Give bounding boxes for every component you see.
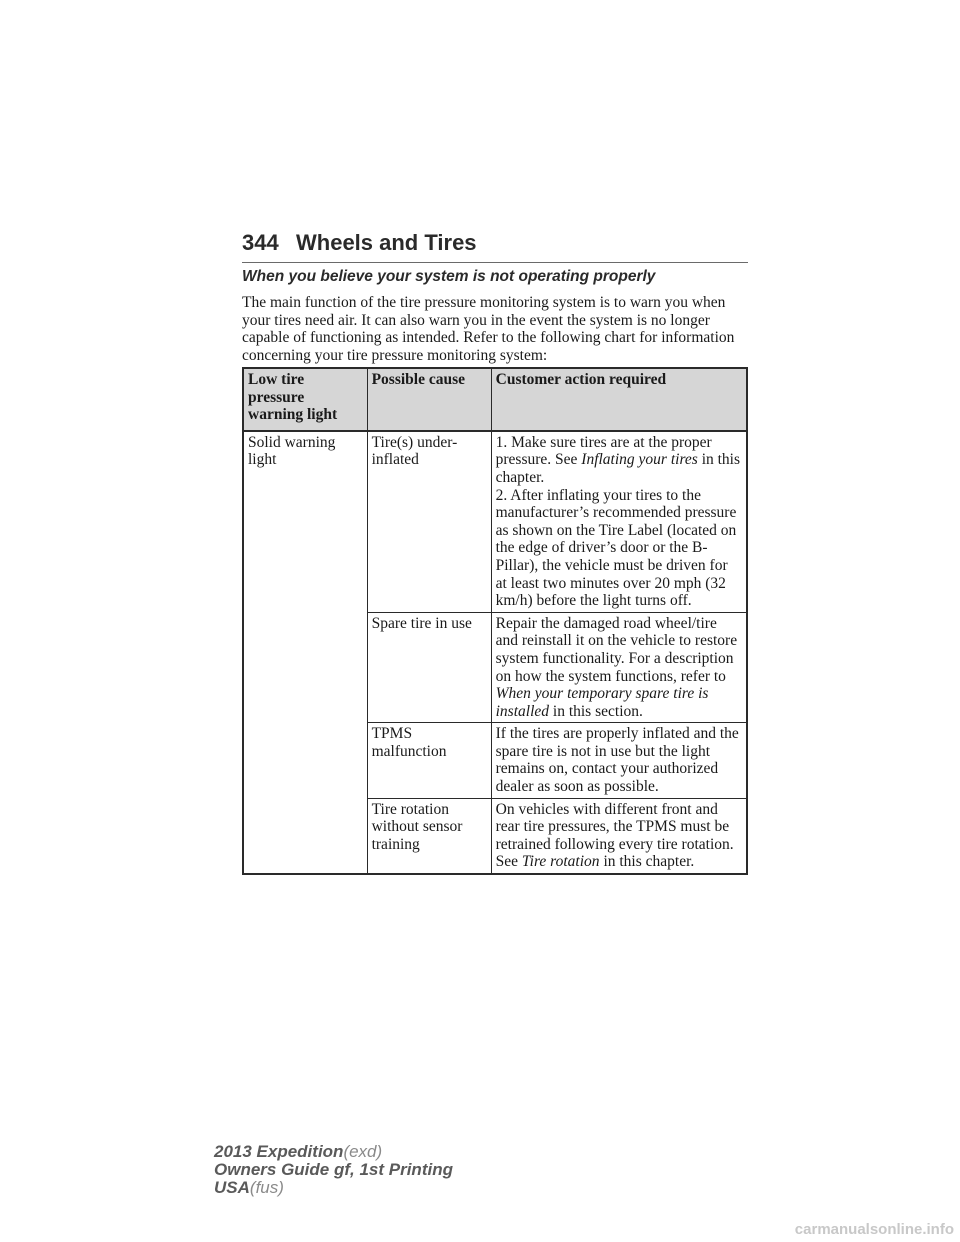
intro-paragraph: The main function of the tire pressure monitoring system is to warn you when your tires need air. It can also warn you in the event the system is no longer capable of functioning as intended. Refer to the following chart for information concerning your tire pressure monitoring system: bbox=[242, 294, 735, 364]
section-heading: When you believe your system is not operating properly bbox=[242, 268, 656, 285]
header-possible-cause: Possible cause bbox=[367, 368, 491, 431]
action-text: in this section. bbox=[549, 702, 643, 720]
page-header bbox=[242, 230, 748, 263]
watermark: carmanualsonline.info bbox=[794, 1221, 954, 1238]
indicator-cell: Solid warning light bbox=[243, 431, 367, 874]
header-warning-light: Low tire pressure warning light bbox=[243, 368, 367, 431]
tpms-chart-table bbox=[242, 367, 748, 875]
action-cell: If the tires are properly inflated and the spare tire is not in use but the light remains on, contact your authorized dealer as soon as possible. bbox=[491, 723, 747, 798]
document-footer bbox=[214, 1143, 453, 1197]
cross-reference: Tire rotation bbox=[521, 853, 600, 871]
action-cell bbox=[491, 612, 747, 723]
footer-line-model bbox=[214, 1143, 453, 1161]
chapter-title: Wheels and Tires bbox=[296, 230, 477, 255]
footer-line-market bbox=[214, 1179, 453, 1197]
cross-reference: Inflating your tires bbox=[581, 451, 698, 469]
action-text: On vehicles with different front and rear tire pressures, the TPMS must be retrained following every tire rotation. See bbox=[495, 800, 734, 871]
page-number: 344 bbox=[242, 230, 279, 255]
table-row bbox=[243, 431, 747, 612]
cause-cell: Tire rotation without sensor training bbox=[367, 798, 491, 874]
footer-market-code: (fus) bbox=[249, 1178, 284, 1197]
action-cell bbox=[491, 431, 747, 612]
cause-cell: TPMS malfunction bbox=[367, 723, 491, 798]
cause-cell: Spare tire in use bbox=[367, 612, 491, 723]
footer-model: 2013 Expedition bbox=[214, 1142, 344, 1161]
header-customer-action: Customer action required bbox=[491, 368, 747, 431]
action-text: in this chapter. bbox=[599, 853, 695, 871]
cross-reference: When your temporary spare tire is installed bbox=[495, 685, 709, 720]
cause-cell: Tire(s) under-inflated bbox=[367, 431, 491, 612]
footer-line-guide: Owners Guide gf, 1st Printing bbox=[214, 1160, 453, 1179]
action-step-1 bbox=[496, 434, 742, 487]
action-text: Repair the damaged road wheel/tire and reinstall it on the vehicle to restore system functionality. For a description on how the system functions, refer to bbox=[495, 614, 738, 685]
footer-model-code: (exd) bbox=[343, 1142, 383, 1161]
action-step-2: 2. After inflating your tires to the manufacturer’s recommended pressure as shown on the Tire Label (located on the edge of driver’s door or the B-Pillar), the vehicle must be driven for at least two minutes over 20 mph (32 km/h) before the light turns off. bbox=[495, 486, 737, 610]
table-header-row bbox=[243, 368, 747, 431]
footer-market: USA bbox=[214, 1178, 250, 1197]
action-text: 1. Make sure tires are at the proper pressure. See bbox=[495, 433, 712, 469]
action-cell bbox=[491, 798, 747, 874]
action-text: in this chapter. bbox=[495, 451, 741, 486]
